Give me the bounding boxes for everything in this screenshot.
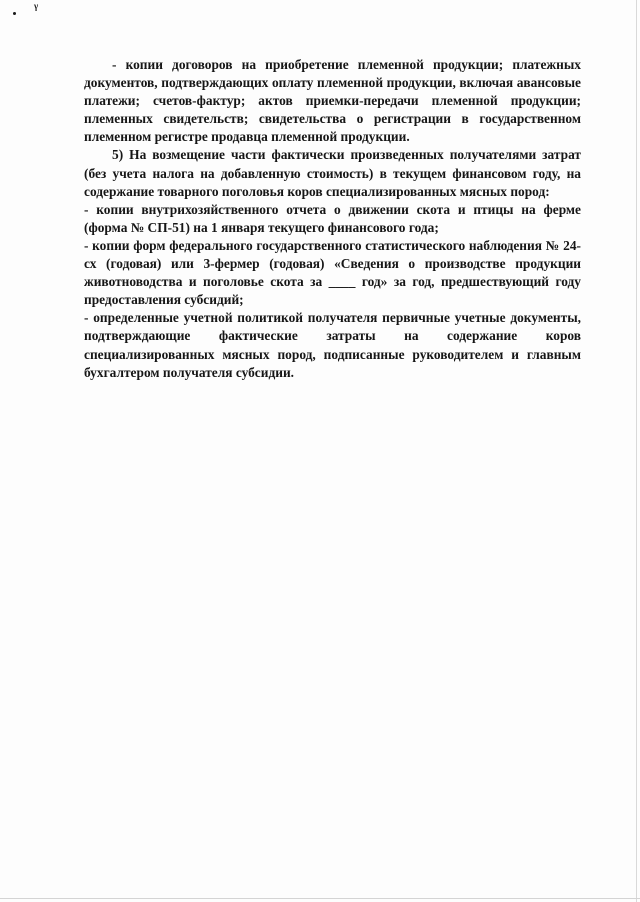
- paragraph-sp51-report: - копии внутрихозяйственного отчета о движении скота и птицы на ферме (форма № СП-51) на 1 января текущего финансового года;: [84, 201, 581, 235]
- paragraph-item-5-heading: 5) На возмещение части фактически произведенных получателями затрат (без учета налога на добавленную стоимость) в текущем финансовом году, на содержание товарного поголовья коров специализированных мясных пород:: [84, 147, 581, 199]
- document-body: [84, 56, 581, 382]
- scan-bottom-edge: [0, 898, 640, 899]
- scan-right-edge: [636, 0, 637, 902]
- scan-corner-mark: ᵞ: [34, 1, 39, 17]
- paragraph-primary-documents: - определенные учетной политикой получателя первичные учетные документы, подтверждающие фактические затраты на содержание коров специализированных мясных пород, подписанные руководителем и главным бухгалтером получателя субсидии.: [84, 310, 581, 380]
- paragraph-purchase-documents: - копии договоров на приобретение племенной продукции; платежных документов, подтверждающих оплату племенной продукции, включая авансовые платежи; счетов-фактур; актов приемки-передачи племенной продукции; племенных свидетельств; свидетельства о регистрации в государственном племенном регистре продавца племенной продукции.: [84, 57, 581, 145]
- scan-dot-mark: [13, 12, 16, 15]
- paragraph-statistical-forms: - копии форм федерального государственного статистического наблюдения № 24-сх (годовая) или 3-фермер (годовая) «Сведения о производстве продукции животноводства и поголовье скота за ____ год» за год, предшествующий году предоставления субсидий;: [84, 237, 581, 308]
